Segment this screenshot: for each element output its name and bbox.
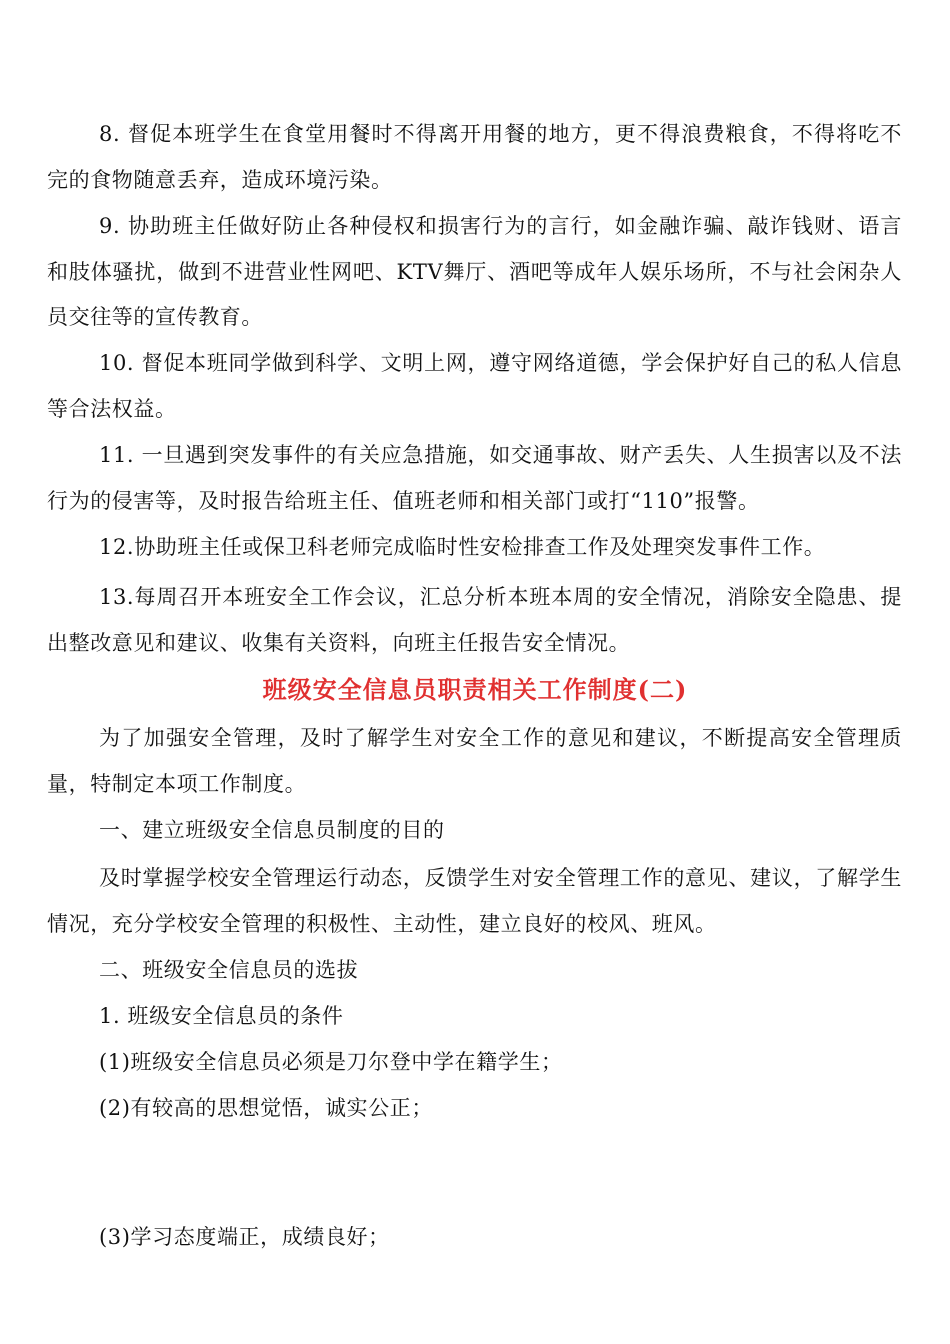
item-9: 9. 协助班主任做好防止各种侵权和损害行为的言行，如金融诈骗、敲诈钱财、语言和肢体骚扰，做到不进营业性网吧、KTV舞厅、酒吧等成年人娱乐场所，不与社会闲杂人员交往等的宣传教育。 [47, 214, 902, 329]
condition-3: (3)学习态度端正，成绩良好； [99, 1225, 390, 1249]
purpose-paragraph: 及时掌握学校安全管理运行动态，反馈学生对安全管理工作的意见、建议，了解学生情况，充分学校安全管理的积极性、主动性，建立良好的校风、班风。 [47, 866, 902, 936]
condition-2: (2)有较高的思想觉悟，诚实公正； [99, 1096, 433, 1120]
sub-heading-conditions: 1. 班级安全信息员的条件 [99, 1004, 344, 1028]
item-12: 12.协助班主任或保卫科老师完成临时性安检排查工作及处理突发事件工作。 [99, 535, 826, 559]
item-10: 10. 督促本班同学做到科学、文明上网，遵守网络道德，学会保护好自己的私人信息等合法权益。 [47, 351, 902, 421]
item-13: 13.每周召开本班安全工作会议，汇总分析本班本周的安全情况，消除安全隐患、提出整改意见和建议、收集有关资料，向班主任报告安全情况。 [47, 585, 902, 655]
item-11: 11. 一旦遇到突发事件的有关应急措施，如交通事故、财产丢失、人生损害以及不法行为的侵害等，及时报告给班主任、值班老师和相关部门或打“110”报警。 [47, 443, 902, 513]
intro-paragraph: 为了加强安全管理，及时了解学生对安全工作的意见和建议，不断提高安全管理质量，特制定本项工作制度。 [47, 726, 902, 796]
heading-selection: 二、班级安全信息员的选拔 [99, 958, 359, 982]
heading-purpose: 一、建立班级安全信息员制度的目的 [99, 818, 445, 842]
item-8: 8. 督促本班学生在食堂用餐时不得离开用餐的地方，更不得浪费粮食，不得将吃不完的食物随意丢弃，造成环境污染。 [47, 122, 902, 192]
condition-1: (1)班级安全信息员必须是刀尔登中学在籍学生； [99, 1050, 563, 1074]
section-title: 班级安全信息员职责相关工作制度(二) [262, 675, 688, 704]
